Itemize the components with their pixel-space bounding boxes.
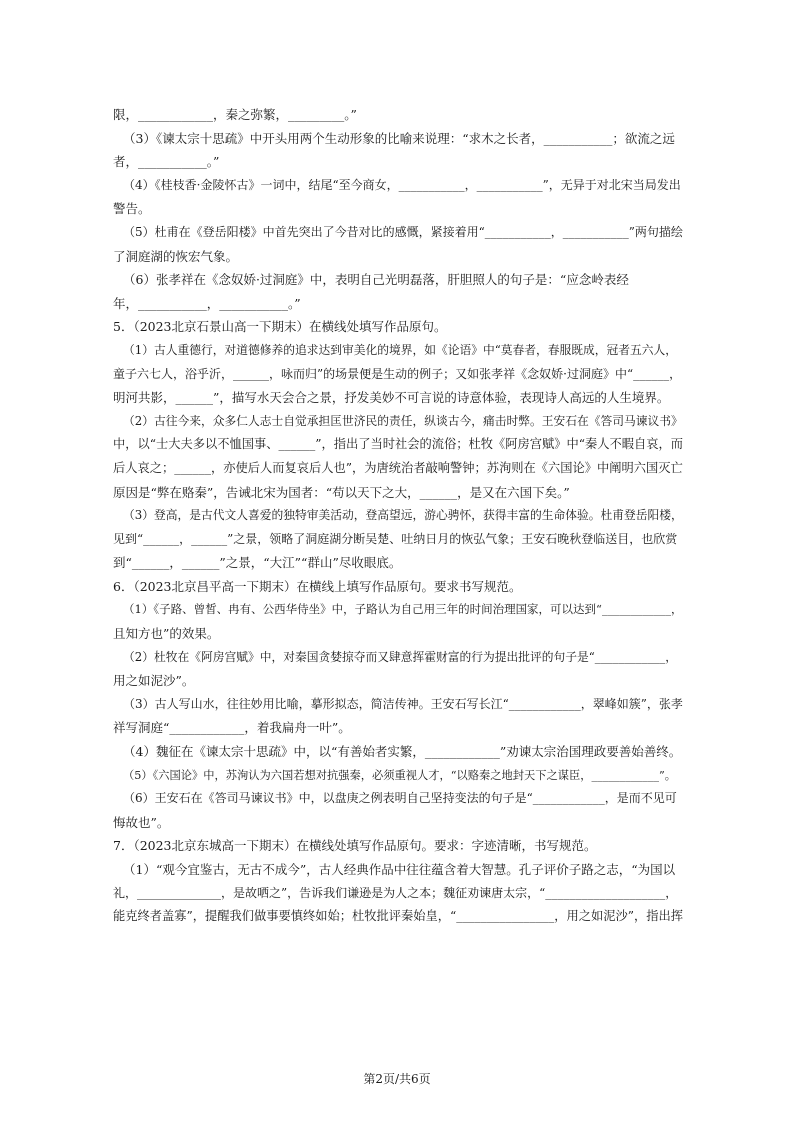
text-line: 童子六七人，浴乎沂，______，咏而归”的场景便是生动的例子；又如张孝祥《念奴娇·过洞庭》中“______， bbox=[113, 366, 682, 381]
text-line: 祥写洞庭“____________，着我扁舟一叶”。 bbox=[113, 720, 351, 736]
text-line: 且知方也”的效果。 bbox=[113, 626, 220, 642]
text-line: 到“______，______”之景，“大江”“群山”尽收眼底。 bbox=[113, 555, 402, 571]
page-content bbox=[113, 103, 685, 929]
text-line: 限，____________，秦之弥繁，_________。” bbox=[113, 107, 357, 122]
text-line: 后人哀之；______，亦使后人而复哀后人也”，为唐统治者敲响警钟；苏洵则在《六国论》中阐明六国灭亡 bbox=[113, 460, 683, 475]
text-line: 者，___________。” bbox=[113, 154, 220, 170]
text-line: （3）《谏太宗十思疏》中开头用两个生动形象的比喻来说理：“求木之长者，___________；欲流之远 bbox=[123, 130, 675, 146]
text-line: （6）张孝祥在《念奴娇·过洞庭》中，表明自己光明磊落，肝胆照人的句子是：“应念岭表经 bbox=[123, 272, 629, 288]
text-line: 礼，______________，是故哂之”，告诉我们谦逊是为人之本；魏征劝谏唐太宗，“____________________， bbox=[113, 885, 678, 900]
text-line: 年，___________，___________。” bbox=[113, 295, 301, 311]
text-line: （1）“观今宜鉴古，无古不成今”，古人经典作品中往往蕴含着大智慧。孔子评价子路之志，“为国以 bbox=[123, 862, 676, 877]
question-heading: 5．（2023北京石景山高一下期末）在横线处填写作品原句。 bbox=[113, 319, 447, 335]
text-line: 见到“______，______”之景，领略了洞庭湖分断吴楚、吐纳日月的恢弘气象；王安石晚秋登临送目，也欣赏 bbox=[113, 531, 678, 546]
text-line: 用之如泥沙”。 bbox=[113, 673, 195, 689]
text-line: 悔故也”。 bbox=[113, 814, 170, 830]
text-line: （2）古往今来，众多仁人志士自觉承担匡世济民的责任，纵谈古今，痛击时弊。王安石在《答司马谏议书》 bbox=[123, 413, 683, 428]
text-line: （4）魏征在《谏太宗十思疏》中，以“有善始者实繁，____________”劝谏太宗治国理政要善始善终。 bbox=[123, 744, 682, 760]
text-line: （3）古人写山水，往往妙用比喻，摹形拟态，简洁传神。王安石写长江“____________，翠峰如簇”，张孝 bbox=[123, 696, 683, 711]
text-line: （2）杜牧在《阿房宫赋》中，对秦国贪婪掠夺而又肆意挥霍财富的行为提出批评的句子是“____________， bbox=[123, 649, 677, 664]
text-line: 中，以“士大夫多以不恤国事、______”，指出了当时社会的流俗；杜牧《阿房宫赋》中“秦人不暇自哀，而 bbox=[113, 437, 684, 452]
text-line: 原因是“弊在赂秦”，告诫北宋为国者：“苟以天下之大，______，是又在六国下矣。” bbox=[113, 484, 570, 500]
text-line: （4）《桂枝香·金陵怀古》一词中，结尾“至今商女，___________，___________”，无异于对北宋当局发出 bbox=[123, 177, 681, 192]
text-line: （1）古人重德行，对道德修养的追求达到审美化的境界，如《论语》中“莫春者，春服既成，冠者五六人， bbox=[123, 342, 677, 357]
text-line: 警告。 bbox=[113, 201, 151, 217]
text-line: 了洞庭湖的恢宏气象。 bbox=[113, 248, 239, 264]
question-heading: 7．（2023北京东城高一下期末）在横线处填写作品原句。要求：字迹清晰，书写规范。 bbox=[113, 838, 597, 854]
text-line: （5）《六国论》中，苏洵认为六国若想对抗强秦，必须重视人才，“以赂秦之地封天下之谋臣，____________”。 bbox=[123, 768, 677, 782]
text-line: （3）登高，是古代文人喜爱的独特审美活动，登高望远，游心骋怀，获得丰富的生命体验。杜甫登岳阳楼， bbox=[123, 508, 683, 523]
text-line: （5）杜甫在《登岳阳楼》中首先突出了今昔对比的感慨，紧接着用“___________，___________”两句描绘 bbox=[123, 224, 683, 239]
page-number: 第2页/共6页 bbox=[363, 1072, 431, 1086]
question-heading: 6．（2023北京昌平高一下期末）在横线上填写作品原句。要求书写规范。 bbox=[113, 578, 522, 594]
text-line: 能克终者盖寡”，提醒我们做事要慎终如始；杜牧批评秦始皇，“________________，用之如泥沙”，指出挥 bbox=[113, 909, 684, 924]
text-line: 明河共影，______”，描写水天会合之景，抒发美妙不可言说的诗意体验，表现诗人高远的人生境界。 bbox=[113, 390, 670, 406]
text-line: （1）《子路、曾皙、冉有、公西华侍坐》中，子路认为自己用三年的时间治理国家，可以达到“____________， bbox=[123, 602, 683, 617]
text-line: （6）王安石在《答司马谏议书》中，以盘庚之例表明自己坚持变法的句子是“____________，是而不见可 bbox=[123, 791, 677, 806]
